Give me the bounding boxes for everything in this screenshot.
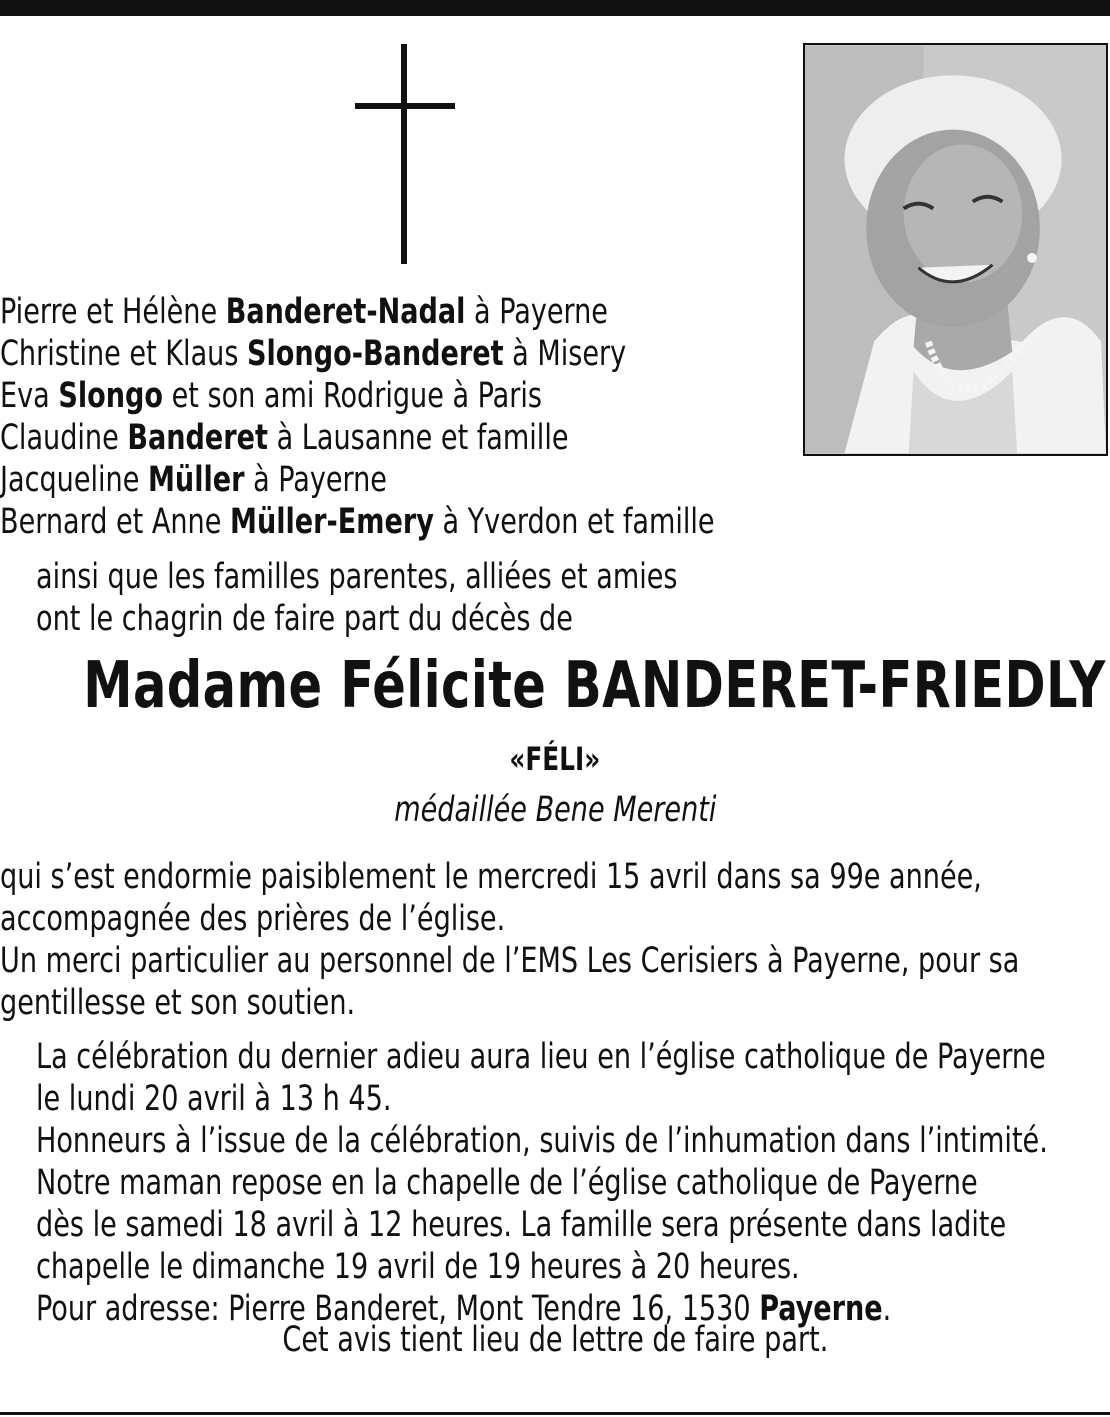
family-line <box>0 459 715 501</box>
portrait-photo <box>803 43 1108 456</box>
bottom-rule <box>0 1412 1110 1415</box>
address-city: Payerne <box>759 1289 883 1329</box>
family-surname: Banderet-Nadal <box>225 292 466 332</box>
portrait-illustration <box>805 45 1106 454</box>
nickname-row <box>0 740 1110 778</box>
family-surname: Banderet <box>127 418 268 458</box>
family-line <box>0 417 715 459</box>
deceased-name: Madame Félicite BANDERET-FRIEDLY <box>83 649 1106 723</box>
cross-icon <box>355 44 455 264</box>
address-end: . <box>882 1289 892 1329</box>
family-names: Christine et Klaus <box>0 334 248 374</box>
ceremony-line: Notre maman repose en la chapelle de l’église catholique de Payerne <box>36 1163 978 1203</box>
family-location: à Lausanne et famille <box>267 418 569 458</box>
closing-note: Cet avis tient lieu de lettre de faire part. <box>282 1320 828 1360</box>
family-list <box>0 291 831 543</box>
family-location: à Payerne <box>465 292 608 332</box>
death-line: Un merci particulier au personnel de l’EMS Les Cerisiers à Payerne, pour sa <box>0 941 1020 981</box>
death-line: qui s’est endormie paisiblement le mercredi 15 avril dans sa 99e année, <box>0 857 982 897</box>
family-location: à Payerne <box>244 460 387 500</box>
intro-line: ont le chagrin de faire part du décès de <box>36 599 573 639</box>
family-surname: Müller-Emery <box>229 502 434 542</box>
ceremony-line: dès le samedi 18 avril à 12 heures. La famille sera présente dans ladite <box>36 1205 1007 1245</box>
closing-note-row <box>0 1320 1110 1360</box>
nickname: «FÉLI» <box>509 740 601 778</box>
family-location: à Misery <box>503 334 627 374</box>
family-surname: Slongo <box>58 376 163 416</box>
family-names: Claudine <box>0 418 128 458</box>
family-location: et son ami Rodrigue à Paris <box>162 376 543 416</box>
ceremony-line: Honneurs à l’issue de la célébration, suivis de l’inhumation dans l’intimité. <box>36 1121 1048 1161</box>
family-line <box>0 333 715 375</box>
family-line <box>0 291 715 333</box>
ceremony-line: chapelle le dimanche 19 avril de 19 heures à 20 heures. <box>36 1247 800 1287</box>
family-surname: Müller <box>147 460 245 500</box>
death-paragraph <box>0 856 1110 1024</box>
distinction-row <box>0 790 1110 830</box>
death-line: gentillesse et son soutien. <box>0 983 356 1023</box>
family-names: Bernard et Anne <box>0 502 230 542</box>
family-line <box>0 501 715 543</box>
announcement-intro <box>36 556 782 640</box>
ceremony-line: La célébration du dernier adieu aura lieu en l’église catholique de Payerne <box>36 1037 1046 1077</box>
ceremony-paragraph <box>36 1036 1110 1330</box>
cross-vertical-bar <box>401 44 407 264</box>
family-names: Pierre et Hélène <box>0 292 226 332</box>
address-text: Pour adresse: Pierre Banderet, Mont Tendre 16, 1530 <box>36 1289 760 1329</box>
family-location: à Yverdon et famille <box>433 502 715 542</box>
ceremony-line: le lundi 20 avril à 13 h 45. <box>36 1079 392 1119</box>
family-line <box>0 375 715 417</box>
family-surname: Slongo-Banderet <box>247 334 504 374</box>
deceased-heading <box>0 646 1110 726</box>
distinction: médaillée Bene Merenti <box>393 790 717 830</box>
cross-horizontal-bar <box>355 103 455 109</box>
intro-line: ainsi que les familles parentes, alliées et amies <box>36 557 678 597</box>
death-line: accompagnée des prières de l’église. <box>0 899 506 939</box>
top-rule <box>0 0 1110 16</box>
family-names: Eva <box>0 376 59 416</box>
family-names: Jacqueline <box>0 460 148 500</box>
